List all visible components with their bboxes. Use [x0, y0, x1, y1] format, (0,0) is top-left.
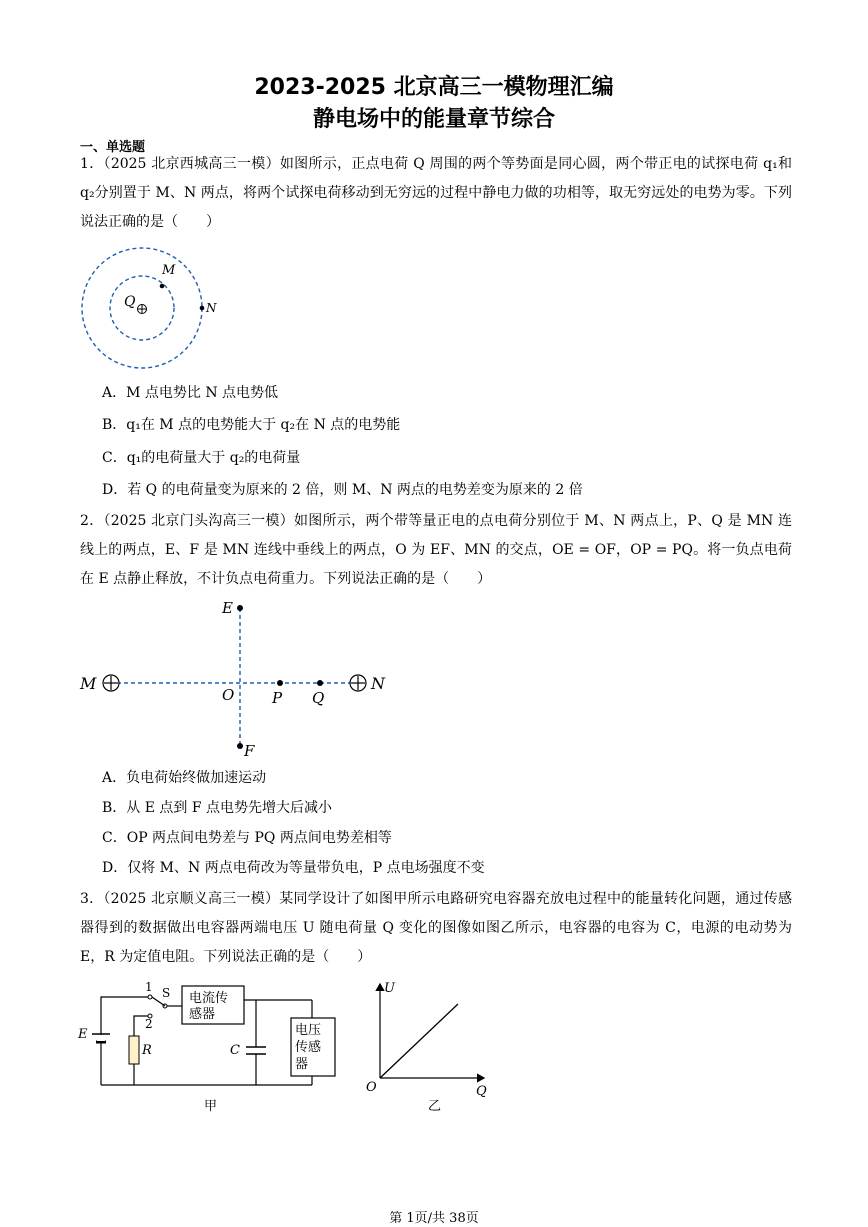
page-title: 2023-2025 北京高三一模物理汇编 [254, 75, 614, 100]
question-2-text: 如图所示，两个带等量正电的点电荷分别位于 M、N 两点上，P、Q 是 MN 连线上的两点，E、F 是 MN 连线中垂线上的两点，O 为 EF、MN 的交点，OE = OF，OP = PQ。将一负点电荷在 E 点静止释放，不计负点电荷重力。下列说法正确的是（ ） [80, 513, 792, 587]
label-e: E [78, 1027, 88, 1042]
question-2-stem [80, 507, 792, 594]
label-o: O [222, 686, 235, 704]
question-3-text: 某同学设计了如图甲所示电路研究电容器充放电过程中的能量转化问题，通过传感器得到的数据做出电容器两端电压 U 随电荷量 Q 变化的图像如图乙所示，电容器的电容为 C，电源的电动势为 E，R 为定值电阻。下列说法正确的是（ ） [80, 891, 792, 965]
question-2-option-b[interactable]: B．从 E 点到 F 点电势先增大后减小 [102, 800, 333, 816]
question-2-source: （2025 北京门头沟高三一模） [103, 513, 294, 529]
graph-caption: 乙 [428, 1099, 442, 1114]
terminal-1 [148, 995, 152, 999]
question-1-option-d[interactable]: D．若 Q 的电荷量变为原来的 2 倍，则 M、N 两点的电势差变为原来的 2 倍 [102, 482, 583, 498]
question-1-figure [80, 246, 217, 372]
point-e [237, 605, 243, 611]
point-m [160, 284, 165, 289]
question-1-option-a[interactable]: A．M 点电势比 N 点电势低 [102, 385, 279, 401]
point-f [237, 743, 243, 749]
question-1-number: 1． [80, 156, 104, 172]
voltage-sensor-label-3: 器 [295, 1057, 309, 1072]
section-heading: 一、单选题 [80, 140, 146, 155]
page-footer: 第 1页/共 38页 [389, 1211, 479, 1226]
label-q: Q [124, 294, 136, 310]
point-q [317, 680, 323, 686]
label-1: 1 [145, 980, 153, 994]
question-1-text: 如图所示，正点电荷 Q 周围的两个等势面是同心圆，两个带正电的试探电荷 q₁和 q₂分别置于 M、N 两点，将两个试探电荷移动到无穷远的过程中静电力做的功相等，取无穷远处的电势为零。下列说法正确的是（ ） [80, 156, 792, 230]
voltage-sensor-label-1: 电压 [295, 1023, 322, 1038]
current-sensor-label-1: 电流传 [189, 991, 229, 1006]
label-2: 2 [145, 1017, 153, 1031]
voltage-sensor-label-2: 传感 [295, 1040, 322, 1055]
uq-line [380, 1004, 458, 1078]
label-m: M [162, 263, 176, 278]
page-subtitle: 静电场中的能量章节综合 [312, 107, 555, 132]
label-m: M [80, 674, 97, 693]
question-3-stem [80, 885, 792, 972]
question-1-source: （2025 北京西城高三一模） [103, 156, 280, 172]
label-n: N [206, 301, 217, 315]
question-1-option-b[interactable]: B．q₁在 M 点的电势能大于 q₂在 N 点的电势能 [102, 417, 401, 433]
point-p [277, 680, 283, 686]
label-n: N [371, 674, 385, 693]
label-c: C [230, 1043, 240, 1058]
question-2-figure [80, 596, 400, 761]
question-2-option-a[interactable]: A．负电荷始终做加速运动 [102, 770, 267, 786]
question-2-number: 2． [80, 513, 104, 529]
label-q: Q [312, 689, 325, 707]
circuit-diagram [78, 980, 348, 1115]
question-1-option-c[interactable]: C．q₁的电荷量大于 q₂的电荷量 [102, 450, 301, 466]
label-r: R [142, 1043, 152, 1058]
label-e: E [222, 599, 233, 617]
resistor-icon [129, 1036, 139, 1064]
question-3-number: 3． [80, 891, 104, 907]
circuit-caption: 甲 [204, 1099, 218, 1114]
uq-graph [364, 978, 494, 1113]
label-u: U [384, 981, 395, 996]
label-f: F [244, 742, 255, 760]
label-o: O [366, 1080, 377, 1095]
question-2-option-d[interactable]: D．仅将 M、N 两点电荷改为等量带负电，P 点电场强度不变 [102, 860, 485, 876]
point-n [200, 306, 205, 311]
question-1-stem [80, 150, 792, 237]
question-3-source: （2025 北京顺义高三一模） [103, 891, 280, 907]
label-p: P [272, 689, 283, 707]
question-2-option-c[interactable]: C．OP 两点间电势差与 PQ 两点间电势差相等 [102, 830, 392, 846]
label-s: S [162, 986, 171, 1000]
current-sensor-label-2: 感器 [189, 1007, 216, 1022]
label-q: Q [476, 1084, 487, 1099]
